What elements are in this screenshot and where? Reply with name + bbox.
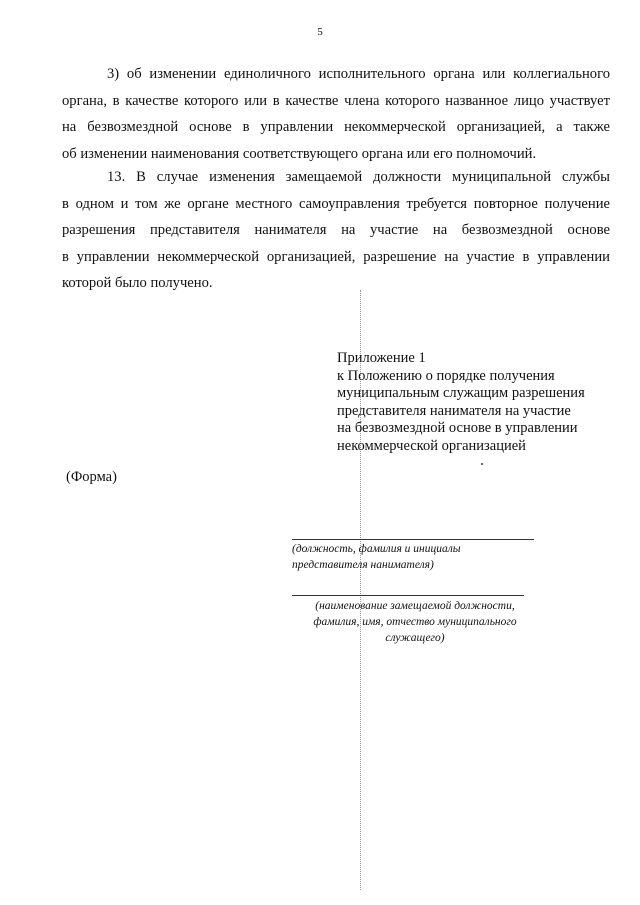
employer-representative-fill-line — [292, 539, 534, 540]
paragraph-section-13 — [62, 164, 610, 297]
paragraph-line: 3) об изменении единоличного исполнительного органа или коллегиального — [107, 66, 610, 82]
caption-line: (должность, фамилия и инициалы — [292, 543, 461, 555]
scan-speck — [481, 463, 483, 465]
employee-position-caption — [290, 598, 540, 646]
caption-line: фамилия, имя, отчество муниципального — [313, 616, 517, 628]
appendix-line: на безвозмездной основе в управлении — [337, 420, 578, 436]
employer-representative-caption — [292, 541, 542, 573]
appendix-title: Приложение 1 — [337, 350, 426, 366]
paragraph-line: которой было получено. — [62, 275, 213, 291]
page-number: 5 — [317, 26, 323, 38]
form-label: (Форма) — [66, 469, 117, 485]
appendix-header — [337, 350, 617, 455]
caption-line: представителя нанимателя) — [292, 559, 434, 571]
caption-line: служащего) — [385, 632, 445, 644]
paragraph-line: в управлении некоммерческой организацией, разрешение на участие в управлении — [62, 248, 610, 265]
appendix-line: муниципальным служащим разрешения — [337, 385, 585, 401]
paragraph-item-3 — [62, 61, 610, 167]
appendix-line: к Положению о порядке получения — [337, 367, 555, 384]
paragraph-line: в одном и том же органе местного самоуправления требуется повторное получение — [62, 195, 610, 212]
paragraph-line: разрешения представителя нанимателя на участие на безвозмездной основе — [62, 222, 610, 238]
appendix-line: некоммерческой организацией — [337, 437, 526, 454]
paragraph-line: об изменении наименования соответствующего органа или его полномочий. — [62, 145, 537, 162]
appendix-line: представителя нанимателя на участие — [337, 402, 571, 419]
paragraph-line: на безвозмездной основе в управлении некоммерческой организацией, а также — [62, 119, 610, 135]
caption-line: (наименование замещаемой должности, — [315, 600, 515, 612]
paragraph-line: 13. В случае изменения замещаемой должности муниципальной службы — [107, 169, 610, 185]
employee-position-fill-line — [292, 595, 524, 596]
paragraph-line: органа, в качестве которого или в качестве члена которого названное лицо участвует — [62, 92, 610, 109]
